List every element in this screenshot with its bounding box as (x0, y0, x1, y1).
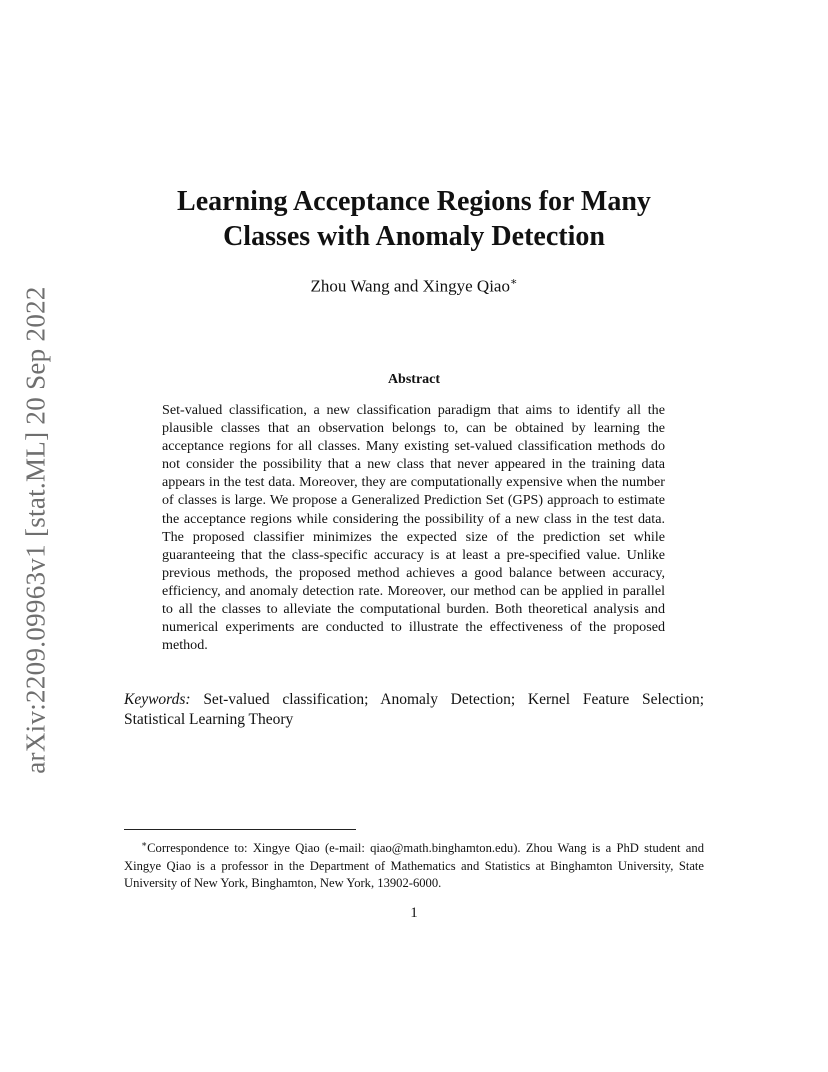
author-footnote-mark: ∗ (509, 276, 518, 288)
footnote-text: Correspondence to: Xingye Qiao (e-mail: qiao@math.binghamton.edu). Zhou Wang is a PhD student and Xingye Qiao is a professor in the Department of Mathematics and Statistics at Binghamton University, State University of New York, Binghamton, New York, 13902-6000. (124, 841, 704, 891)
footnote (124, 836, 704, 893)
arxiv-identifier-stamp: arXiv:2209.09963v1 [stat.ML] 20 Sep 2022 (20, 286, 51, 774)
keywords-text: Set-valued classification; Anomaly Detection; Kernel Feature Selection; Statistical Learning Theory (124, 691, 704, 728)
paper-title (124, 184, 704, 254)
keywords-label: Keywords: (124, 691, 191, 708)
abstract-text: Set-valued classification, a new classification paradigm that aims to identify all the plausible classes that an observation belongs to, can be obtained by learning the acceptance regions for all classes. Many existing set-valued classification methods do not consider the possibility that a new class that never appeared in the training data appears in the test data. Moreover, they are computationally expensive when the number of classes is large. We propose a Generalized Prediction Set (GPS) approach to estimate the acceptance regions while considering the possibility of a new class in the test data. The proposed classifier minimizes the expected size of the prediction set while guaranteeing that the class-specific accuracy is at least a pre-specified value. Unlike previous methods, the proposed method achieves a good balance between accuracy, efficiency, and anomaly detection rate. Moreover, our method can be applied in parallel to all the classes to alleviate the computational burden. Both theoretical analysis and numerical experiments are conducted to illustrate the effectiveness of the proposed method. (162, 402, 665, 654)
footnote-mark: ∗ (141, 839, 148, 849)
author-names: Zhou Wang and Xingye Qiao (310, 276, 510, 296)
title-line-2: Classes with Anomaly Detection (223, 221, 605, 252)
keywords (124, 690, 704, 730)
authors (124, 275, 704, 297)
page-number: 1 (410, 905, 418, 921)
abstract-heading: Abstract (387, 372, 441, 387)
title-line-1: Learning Acceptance Regions for Many (177, 186, 651, 217)
footnote-divider (124, 829, 356, 830)
